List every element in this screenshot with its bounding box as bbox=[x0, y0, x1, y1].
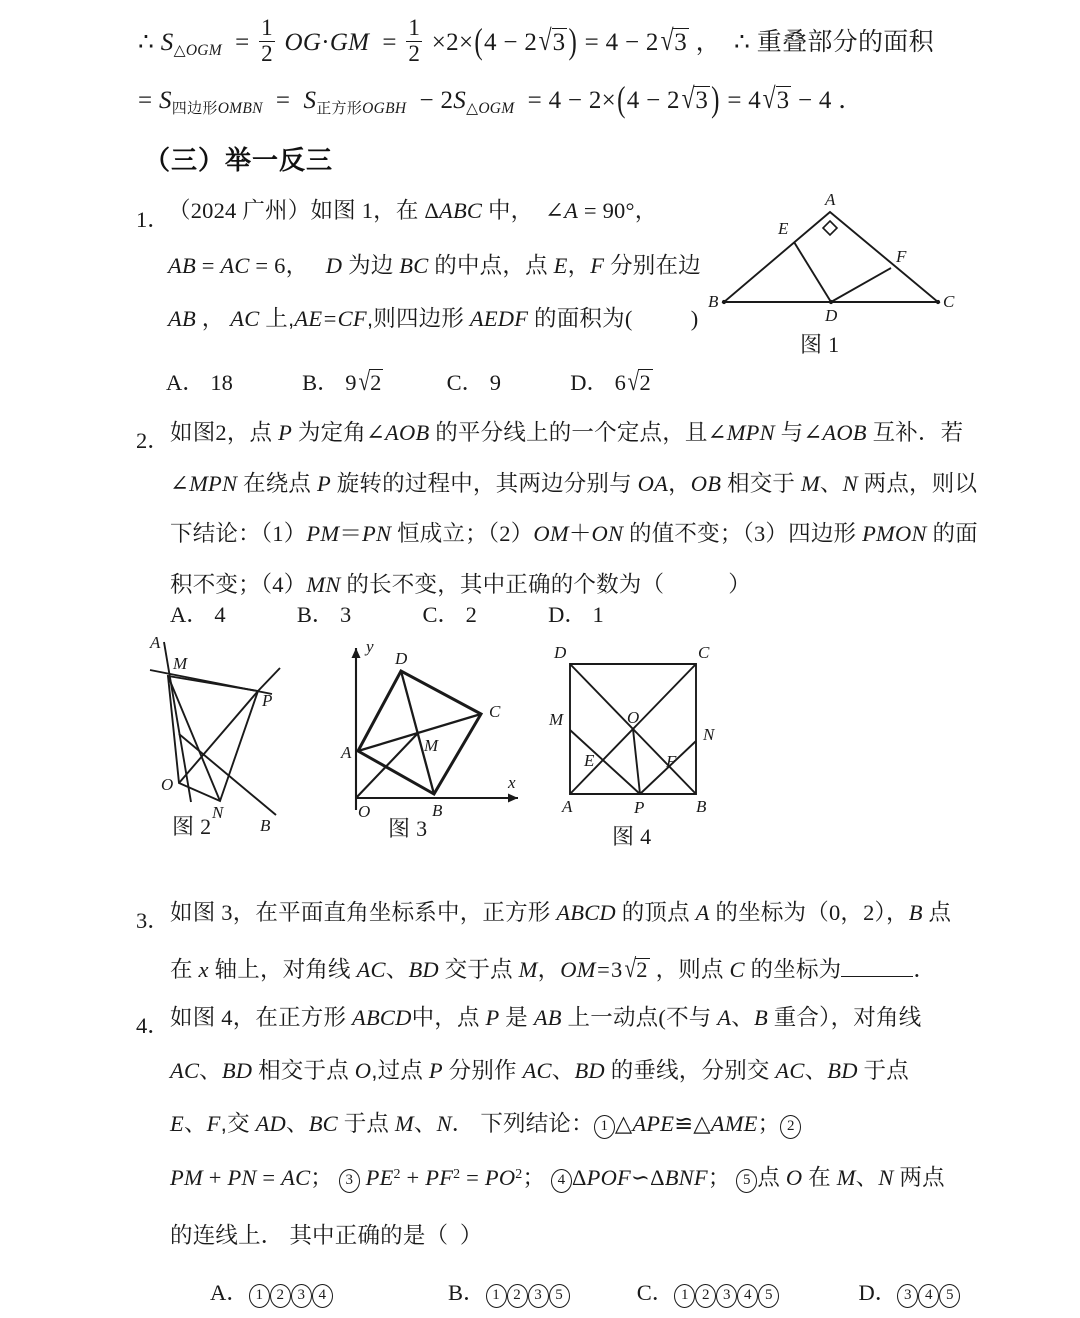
figure-4-label-P: P bbox=[634, 798, 645, 817]
question-2-line-2: ∠MPN 在绕点 P 旋转的过程中，其两边分别与 OA，OB 相交于 M、N 两点，则以 bbox=[170, 471, 978, 496]
question-2-number: 2． bbox=[136, 428, 170, 453]
question-4-line-5: 的连线上． 其中正确的是（ ） bbox=[170, 1223, 483, 1248]
option-2-D[interactable]: D． 1 bbox=[548, 602, 604, 627]
option-4-C[interactable]: C． 1 2 3 4 5 bbox=[637, 1275, 780, 1308]
figure-3-label-y: y bbox=[366, 637, 374, 656]
answer-blank-q3[interactable] bbox=[841, 959, 913, 977]
question-2-options bbox=[170, 597, 604, 629]
figure-2-label-A: A bbox=[150, 633, 161, 652]
figure-4-label-A: A bbox=[562, 797, 573, 816]
option-1-C[interactable]: C． 9 bbox=[446, 370, 501, 395]
question-4-line-4: PM + PN = AC； 3 $PE^2 + PF^2 = PO^2$； 4 ΔPOF∽ΔBNF； 5 点 O 在 M、N 两点 bbox=[170, 1167, 945, 1193]
question-4-line-3: E、F,交 AD、BC 于点 M、N． 下列结论： 1 △APE≌△AME； 2 bbox=[170, 1113, 801, 1139]
question-2-line-4: 积不变；（4）MN 的长不变，其中正确的个数为（ ） bbox=[170, 572, 751, 597]
question-1-line-1: （2024 广州）如图 1，在 ΔABC 中， ∠A = 90°， bbox=[168, 198, 658, 223]
question-4-line-1: 如图 4，在正方形 ABCD中，点 P 是 AB 上一动点(不与 A、B 重合），对角线 bbox=[170, 1005, 922, 1030]
figure-4-label-B: B bbox=[696, 797, 707, 816]
option-4-B[interactable]: B． 1 2 3 5 bbox=[448, 1275, 570, 1308]
question-3-line-2: 在 x 轴上，对角线 AC、BD 交于点 M，OM=3√2 ，则点 C 的坐标为 ． bbox=[170, 953, 937, 983]
figure-2-label-M: M bbox=[173, 654, 188, 673]
figure-4-label-O: O bbox=[627, 708, 640, 727]
question-4-line-2: AC、BD 相交于点 O,过点 P 分别作 AC、BD 的垂线，分别交 AC、BD 于点 bbox=[170, 1058, 909, 1083]
section-heading: （三）举一反三 bbox=[144, 145, 334, 175]
figure-1-caption: 图 1 bbox=[800, 332, 840, 357]
figure-3-label-x: x bbox=[508, 773, 516, 792]
option-1-A[interactable]: A． 18 bbox=[166, 370, 233, 395]
figure-2-caption: 图 2 bbox=[172, 814, 212, 839]
figure-4-label-F: F bbox=[666, 752, 677, 771]
option-2-B[interactable]: B． 3 bbox=[296, 602, 352, 627]
option-4-A[interactable]: A． 1 2 3 4 bbox=[210, 1275, 333, 1308]
question-3-line-1: 如图 3，在平面直角坐标系中，正方形 ABCD 的顶点 A 的坐标为（0，2），B 点 bbox=[170, 900, 952, 925]
figure-2-label-O: O bbox=[161, 775, 174, 794]
figure-3-caption: 图 3 bbox=[388, 816, 428, 841]
figure-3-label-B: B bbox=[432, 801, 443, 820]
question-1-number: 1． bbox=[136, 207, 170, 232]
option-2-A[interactable]: A． 4 bbox=[170, 602, 226, 627]
figure-2-label-B: B bbox=[260, 816, 271, 835]
figure-3-label-D: D bbox=[395, 649, 408, 668]
formula-line-1: ∴ $S_{\triangle OGM}$ = $\frac{1}{2}$ OG·GM = $\frac{1}{2}$ ×2×(4 − 2√3 ) = 4 − 2√3 ， ∴ 重叠部分的面积 bbox=[138, 15, 934, 66]
option-4-D[interactable]: D． 3 4 5 bbox=[859, 1275, 961, 1308]
figure-2-label-P: P bbox=[262, 691, 273, 710]
figure-1-label-F: F bbox=[896, 247, 907, 266]
conclusion-mark-2: 2 bbox=[780, 1115, 801, 1139]
conclusion-mark-3: 3 bbox=[339, 1169, 360, 1193]
figure-4-label-D: D bbox=[554, 643, 567, 662]
question-3-number: 3． bbox=[136, 908, 170, 933]
figure-1-label-D: D bbox=[825, 306, 838, 325]
question-4-number: 4． bbox=[136, 1013, 170, 1038]
figure-1-label-A: A bbox=[825, 190, 836, 209]
option-1-D[interactable]: D． 6√2 bbox=[570, 366, 651, 396]
option-1-B[interactable]: B． 9√2 bbox=[302, 366, 382, 396]
question-4-options bbox=[210, 1275, 960, 1308]
figure-1-label-B: B bbox=[708, 292, 719, 311]
figure-4-label-N: N bbox=[703, 725, 715, 744]
question-2-line-3: 下结论：（1）PM＝PN 恒成立；（2）OM＋ON 的值不变；（3）四边形 PMON 的面 bbox=[170, 521, 978, 546]
figure-4-label-M: M bbox=[549, 710, 564, 729]
option-2-C[interactable]: C． 2 bbox=[422, 602, 477, 627]
figure-2-label-N: N bbox=[212, 803, 224, 822]
figure-3 bbox=[338, 634, 553, 821]
figure-1-label-C: C bbox=[943, 292, 955, 311]
figure-3-label-O: O bbox=[358, 802, 371, 821]
figure-3-label-C: C bbox=[489, 702, 501, 721]
figure-4-caption: 图 4 bbox=[612, 824, 652, 849]
figure-1 bbox=[706, 190, 956, 325]
formula-line-2: = S四边形$_{OMBN}$ = S正方形$_{OGBH} - 2S_{\triangle OGM} = 4 - 2\times(4 - 2√3$ ) = 4√3 − 4 ． bbox=[138, 80, 864, 120]
figure-3-label-A: A bbox=[341, 743, 352, 762]
figure-4 bbox=[548, 640, 748, 820]
question-1-line-2: AB = AC = 6， D 为边 BC 的中点，点 E，F 分别在边 bbox=[168, 253, 701, 278]
question-2-line-1: 如图2，点 P 为定角∠AOB 的平分线上的一个定点，且∠MPN 与∠AOB 互补．若 bbox=[170, 420, 964, 445]
question-1-options bbox=[166, 365, 653, 397]
figure-4-label-E: E bbox=[584, 751, 595, 770]
figure-4-label-C: C bbox=[698, 643, 710, 662]
conclusion-mark-1: 1 bbox=[594, 1115, 615, 1139]
figure-1-label-E: E bbox=[778, 219, 789, 238]
conclusion-mark-4: 4 bbox=[551, 1169, 572, 1193]
conclusion-mark-5: 5 bbox=[736, 1169, 757, 1193]
question-1-line-3: AB ， AC 上,AE=CF,则四边形 AEDF 的面积为( ) bbox=[168, 306, 699, 331]
figure-3-label-M: M bbox=[424, 736, 439, 755]
